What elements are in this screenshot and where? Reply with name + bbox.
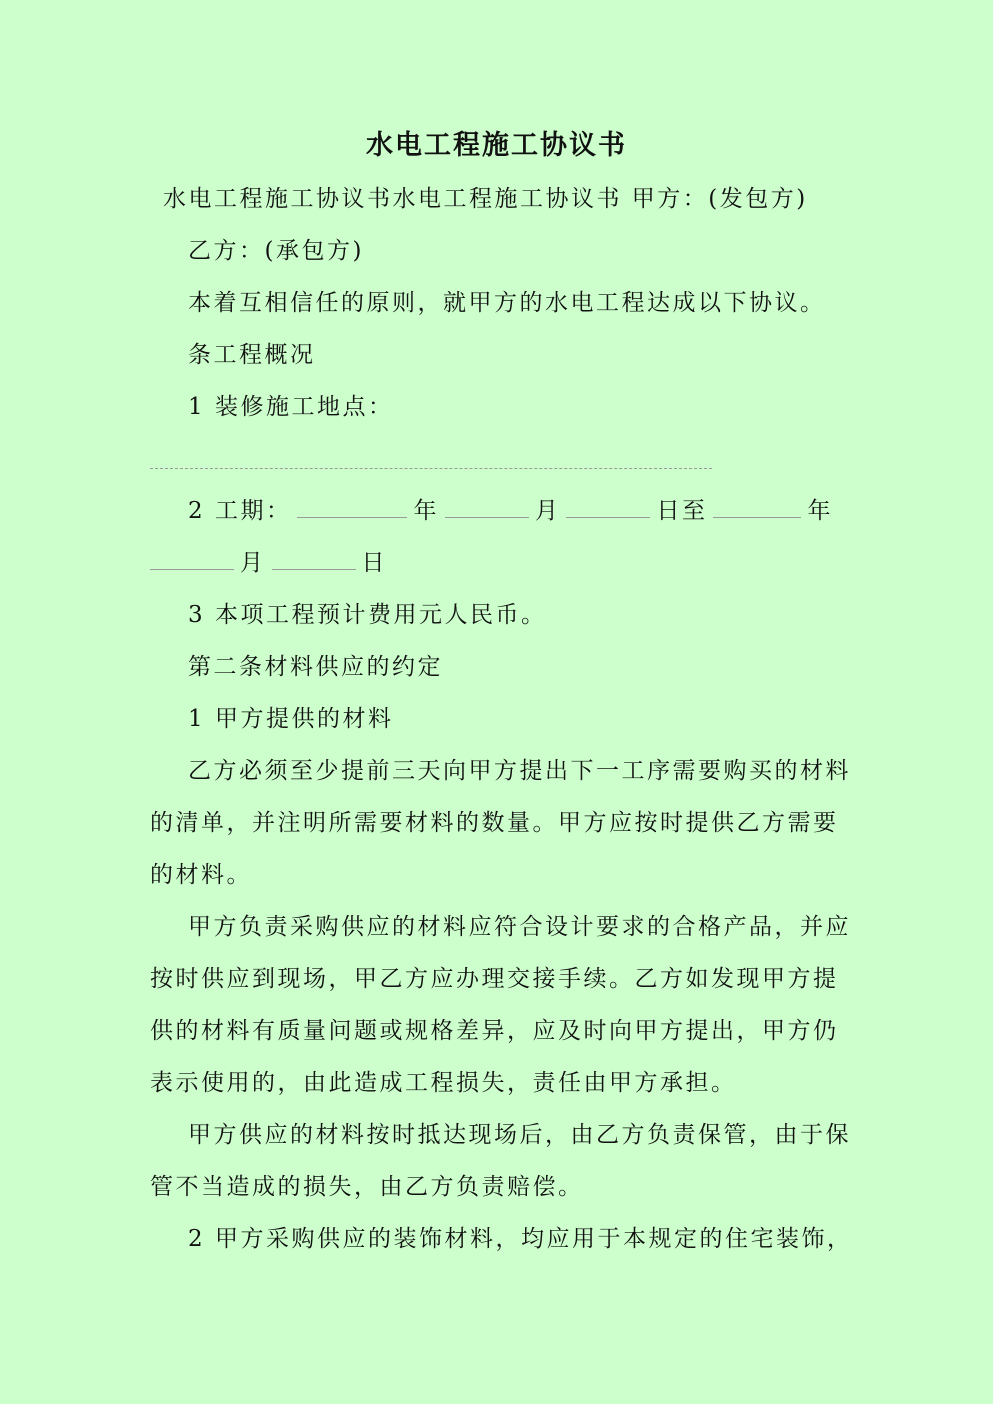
year-label: 年 xyxy=(413,498,439,524)
document-title: 水电工程施工协议书 xyxy=(366,130,627,161)
section-2-heading: 第二条材料供应的约定 xyxy=(188,654,443,680)
intro-line-party-a: 水电工程施工协议书水电工程施工协议书 甲方：(发包方) xyxy=(163,186,808,212)
paragraph-line: 表示使用的，由此造成工程损失，责任由甲方承担。 xyxy=(150,1070,737,1096)
paragraph-line: 乙方必须至少提前三天向甲方提出下一工序需要购买的材料 xyxy=(188,758,851,784)
end-day-blank xyxy=(272,551,356,570)
start-year-blank xyxy=(297,499,407,518)
start-month-blank xyxy=(445,499,529,518)
schedule-line-1 xyxy=(188,495,833,527)
principle-line: 本着互相信任的原则，就甲方的水电工程达成以下协议。 xyxy=(188,290,826,316)
party-b-line: 乙方：(承包方) xyxy=(188,238,364,264)
paragraph-line: 的材料。 xyxy=(150,862,252,888)
paragraph-line: 供的材料有质量问题或规格差异，应及时向甲方提出，甲方仍 xyxy=(150,1018,839,1044)
month-label: 月 xyxy=(534,498,561,524)
construction-site-label: 1 装修施工地点： xyxy=(188,394,394,420)
paragraph-line: 管不当造成的损失，由乙方负责赔偿。 xyxy=(150,1174,584,1200)
end-month-blank xyxy=(150,551,234,570)
day-to-label: 日至 xyxy=(656,498,708,524)
paragraph-line: 甲方供应的材料按时抵达现场后，由乙方负责保管，由于保 xyxy=(188,1122,851,1148)
construction-site-blank xyxy=(150,468,712,469)
schedule-label: 2 工期： xyxy=(188,498,292,524)
materials-party-a-heading: 1 甲方提供的材料 xyxy=(188,706,394,732)
end-year-blank xyxy=(713,499,801,518)
paragraph-line: 2 甲方采购供应的装饰材料，均应用于本规定的住宅装饰， xyxy=(188,1226,853,1252)
end-day-label: 日 xyxy=(361,550,387,576)
start-day-blank xyxy=(566,499,650,518)
estimated-cost-line: 3 本项工程预计费用元人民币。 xyxy=(188,602,547,628)
paragraph-line: 的清单，并注明所需要材料的数量。甲方应按时提供乙方需要 xyxy=(150,810,839,836)
paragraph-line: 甲方负责采购供应的材料应符合设计要求的合格产品，并应 xyxy=(188,914,851,940)
paragraph-line: 按时供应到现场，甲乙方应办理交接手续。乙方如发现甲方提 xyxy=(150,966,839,992)
end-month-label: 月 xyxy=(240,550,266,576)
schedule-line-2 xyxy=(150,547,387,579)
end-year-label: 年 xyxy=(807,498,833,524)
section-1-heading: 条工程概况 xyxy=(188,342,316,368)
